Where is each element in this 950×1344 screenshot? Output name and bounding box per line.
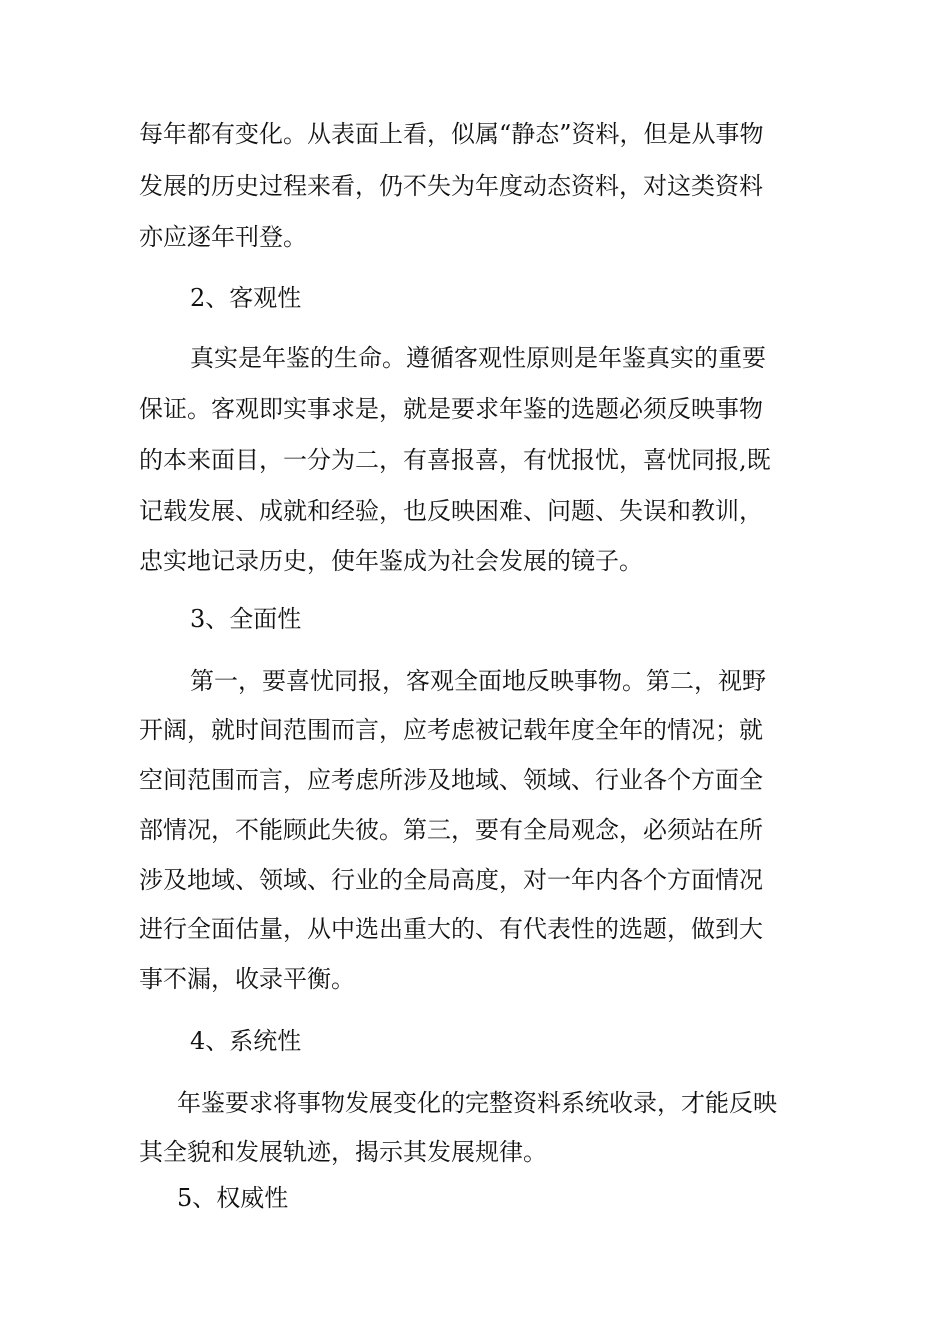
body-text-line: 其全貌和发展轨迹，揭示其发展规律。	[139, 1138, 547, 1166]
body-text-line: 记载发展、成就和经验，也反映困难、问题、失误和教训，	[139, 497, 763, 525]
body-text-line: 第一，要喜忧同报，客观全面地反映事物。第二，视野	[190, 667, 766, 695]
section-heading: 3、全面性	[190, 605, 302, 633]
section-heading: 2、客观性	[190, 284, 302, 312]
body-text-line: 的本来面目，一分为二，有喜报喜，有忧报忧，喜忧同报,既	[139, 446, 771, 474]
body-text-line: 部情况，不能顾此失彼。第三，要有全局观念，必须站在所	[139, 816, 763, 844]
body-text-line: 保证。客观即实事求是，就是要求年鉴的选题必须反映事物	[139, 395, 763, 423]
body-text-line: 每年都有变化。从表面上看，似属“静态”资料，但是从事物	[139, 120, 764, 148]
body-text-line: 忠实地记录历史，使年鉴成为社会发展的镜子。	[139, 547, 643, 575]
section-heading: 5、权威性	[177, 1184, 289, 1212]
body-text-line: 涉及地域、领域、行业的全局高度，对一年内各个方面情况	[139, 866, 763, 894]
body-text-line: 年鉴要求将事物发展变化的完整资料系统收录，才能反映	[177, 1089, 777, 1117]
body-text-line: 开阔，就时间范围而言，应考虑被记载年度全年的情况；就	[139, 716, 763, 744]
body-text-line: 真实是年鉴的生命。遵循客观性原则是年鉴真实的重要	[190, 344, 766, 372]
body-text-line: 进行全面估量，从中选出重大的、有代表性的选题，做到大	[139, 915, 763, 943]
body-text-line: 亦应逐年刊登。	[139, 223, 307, 251]
section-heading: 4、系统性	[190, 1027, 302, 1055]
body-text-line: 空间范围而言，应考虑所涉及地域、领域、行业各个方面全	[139, 766, 763, 794]
body-text-line: 发展的历史过程来看，仍不失为年度动态资料，对这类资料	[139, 172, 763, 200]
body-text-line: 事不漏，收录平衡。	[139, 965, 355, 993]
